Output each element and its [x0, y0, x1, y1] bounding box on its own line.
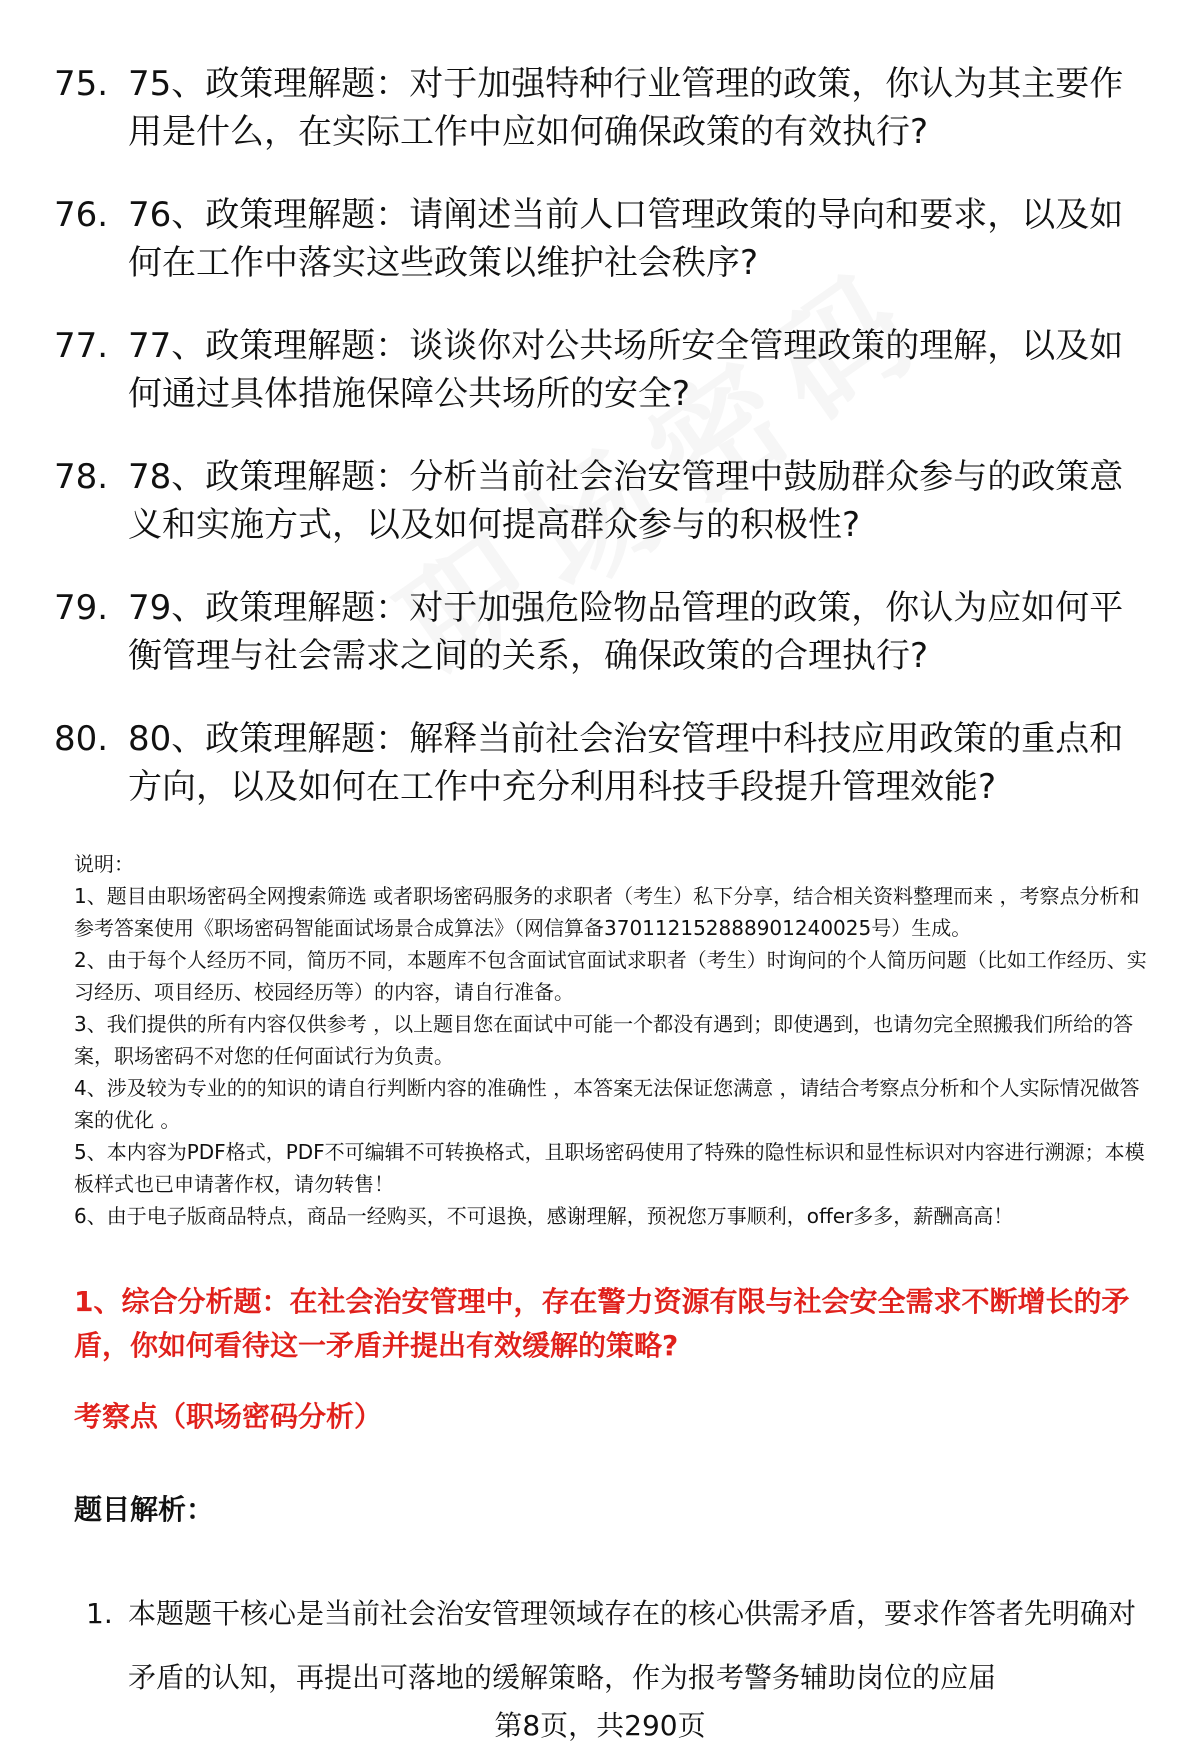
analysis-heading: 题目解析： [74, 1493, 215, 1526]
question-number: 79. [54, 588, 109, 628]
question-item [0, 60, 1200, 191]
note-item: 6、由于电子版商品特点，商品一经购买，不可退换，感谢理解，预祝您万事顺利，offer多多，薪酬高高！ [74, 1204, 1014, 1228]
note-item: 2、由于每个人经历不同，简历不同，本题库不包含面试官面试求职者（考生）时询问的个人简历问题（比如工作经历、实习经历、项目经历、校园经历等）的内容，请自行准备。 [74, 948, 1147, 1004]
analysis-number: 1. [86, 1597, 113, 1630]
question-item [0, 322, 1200, 453]
question-item [0, 584, 1200, 715]
question-number: 77. [54, 326, 109, 366]
note-item: 4、涉及较为专业的的知识的请自行判断内容的准确性 ，本答案无法保证您满意 ，请结合考察点分析和个人实际情况做答案的优化 。 [74, 1076, 1140, 1132]
kaochadian-heading: 考察点（职场密码分析） [74, 1400, 383, 1433]
question-number: 78. [54, 457, 109, 497]
note-item: 5、本内容为PDF格式，PDF不可编辑不可转换格式，且职场密码使用了特殊的隐性标识和显性标识对内容进行溯源；本模板样式也已申请著作权，请勿转售！ [74, 1140, 1145, 1196]
question-item [0, 191, 1200, 322]
section-question: 1、综合分析题：在社会治安管理中，存在警力资源有限与社会安全需求不断增长的矛盾，你如何看待这一矛盾并提出有效缓解的策略? [74, 1285, 1130, 1362]
note-item: 1、题目由职场密码全网搜索筛选 或者职场密码服务的求职者（考生）私下分享，结合相关资料整理而来 ，考察点分析和参考答案使用《职场密码智能面试场景合成算法》（网信算备370112152888901240025号）生成。 [74, 884, 1140, 940]
question-item [0, 715, 1200, 846]
question-text: 76、政策理解题：请阐述当前人口管理政策的导向和要求，以及如何在工作中落实这些政策以维护社会秩序? [128, 195, 1124, 283]
question-number: 80. [54, 719, 109, 759]
notes-block [74, 848, 1154, 1232]
question-list [0, 60, 1200, 846]
question-number: 76. [54, 195, 109, 235]
question-text: 77、政策理解题：谈谈你对公共场所安全管理政策的理解，以及如何通过具体措施保障公共场所的安全? [128, 326, 1124, 414]
notes-title: 说明： [74, 852, 134, 876]
question-text: 75、政策理解题：对于加强特种行业管理的政策，你认为其主要作用是什么，在实际工作中应如何确保政策的有效执行? [128, 64, 1124, 152]
note-item: 3、我们提供的所有内容仅供参考 ，以上题目您在面试中可能一个都没有遇到；即使遇到，也请勿完全照搬我们所给的答案，职场密码不对您的任何面试行为负责。 [74, 1012, 1134, 1068]
question-text: 80、政策理解题：解释当前社会治安管理中科技应用政策的重点和方向，以及如何在工作中充分利用科技手段提升管理效能? [128, 719, 1124, 807]
question-text: 79、政策理解题：对于加强危险物品管理的政策，你认为应如何平衡管理与社会需求之间的关系，确保政策的合理执行? [128, 588, 1124, 676]
page-footer: 第8页，共290页 [494, 1709, 706, 1742]
question-text: 78、政策理解题：分析当前社会治安管理中鼓励群众参与的政策意义和实施方式，以及如何提高群众参与的积极性? [128, 457, 1124, 545]
question-item [0, 453, 1200, 584]
question-number: 75. [54, 64, 109, 104]
analysis-text: 本题题干核心是当前社会治安管理领域存在的核心供需矛盾，要求作答者先明确对矛盾的认知，再提出可落地的缓解策略，作为报考警务辅助岗位的应届 [128, 1597, 1137, 1694]
